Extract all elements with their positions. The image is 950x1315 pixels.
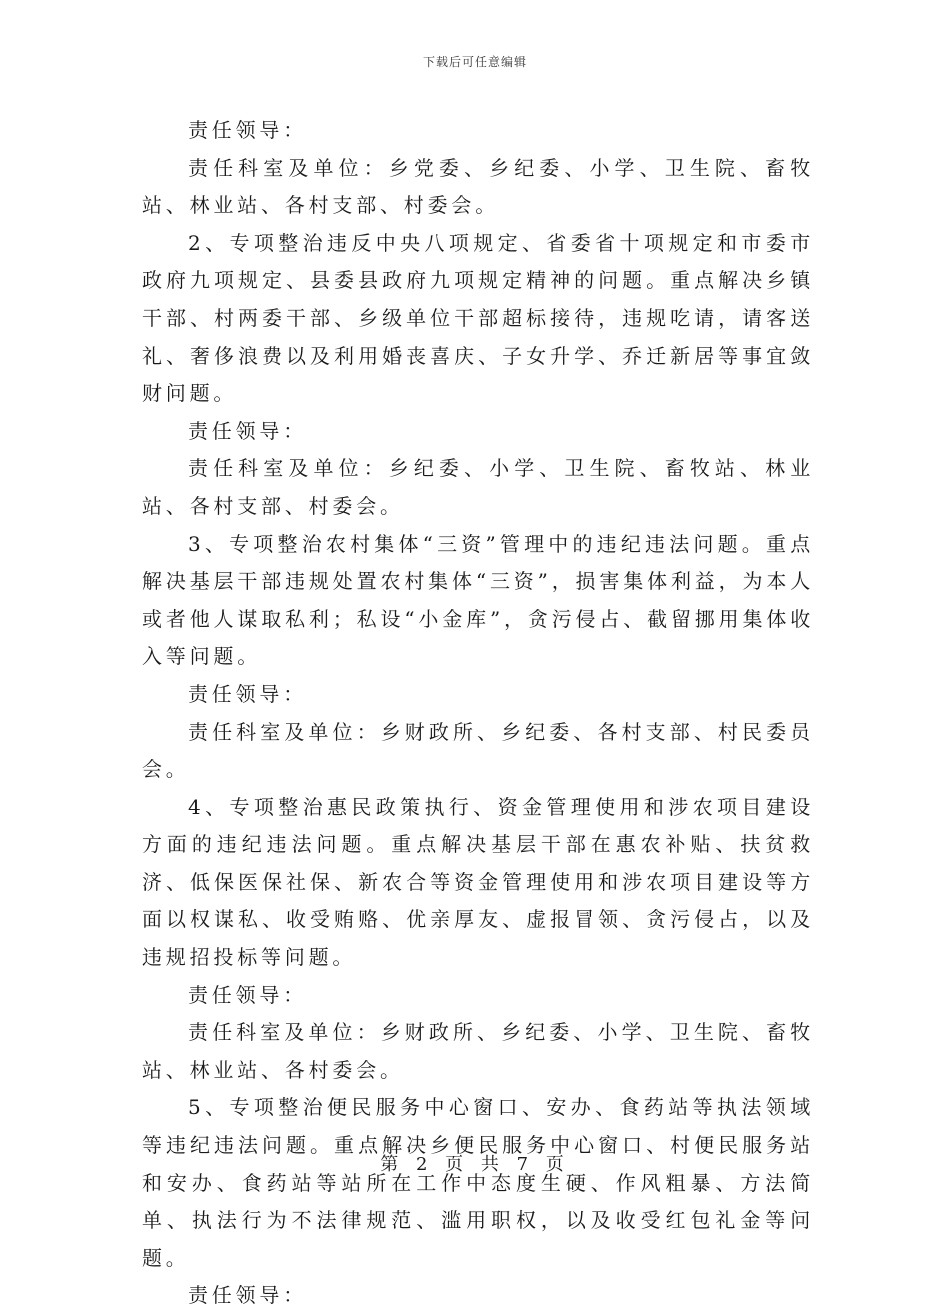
paragraph-responsible-leader: 责任领导： bbox=[188, 681, 307, 706]
paragraph-item-2: 2、专项整治违反中央八项规定、省委省十项规定和市委市政府九项规定、县委县政府九项规定精神的问题。重点解决乡镇干部、村两委干部、乡级单位干部超标接待，违规吃请，请客送礼、奢侈浪费以及利用婚丧喜庆、子女升学、乔迁新居等事宜敛财问题。 bbox=[142, 230, 814, 406]
paragraph-responsible-units: 责任科室及单位：乡党委、乡纪委、小学、卫生院、畜牧站、林业站、各村支部、村委会。 bbox=[142, 155, 814, 218]
paragraph-responsible-leader: 责任领导： bbox=[188, 982, 307, 1007]
page-header: 下载后可任意编辑 bbox=[422, 55, 527, 69]
document-body bbox=[142, 112, 814, 1315]
paragraph-responsible-leader: 责任领导： bbox=[188, 1283, 307, 1308]
paragraph-responsible-leader: 责任领导： bbox=[188, 118, 307, 142]
paragraph-responsible-leader: 责任领导： bbox=[188, 418, 307, 443]
paragraph-responsible-units: 责任科室及单位：乡财政所、乡纪委、小学、卫生院、畜牧站、林业站、各村委会。 bbox=[142, 1020, 814, 1082]
paragraph-responsible-units: 责任科室及单位：乡财政所、乡纪委、各村支部、村民委员会。 bbox=[142, 719, 814, 782]
paragraph-responsible-units: 责任科室及单位：乡纪委、小学、卫生院、畜牧站、林业站、各村支部、村委会。 bbox=[142, 456, 814, 518]
paragraph-item-5: 5、专项整治便民服务中心窗口、安办、食药站等执法领域等违纪违法问题。重点解决乡便民服务中心窗口、村便民服务站和安办、食药站等站所在工作中态度生硬、作风粗暴、方法简单、执法行为不法律规范、滥用职权，以及收受红包礼金等问题。 bbox=[142, 1095, 814, 1270]
paragraph-item-3: 3、专项整治农村集体“三资”管理中的违纪违法问题。重点解决基层干部违规处置农村集体“三资”，损害集体利益，为本人或者他人谋取私利；私设“小金库”，贪污侵占、截留挪用集体收入等问题。 bbox=[142, 531, 814, 669]
paragraph-item-4: 4、专项整治惠民政策执行、资金管理使用和涉农项目建设方面的违纪违法问题。重点解决基层干部在惠农补贴、扶贫救济、低保医保社保、新农合等资金管理使用和涉农项目建设等方面以权谋私、收受贿赂、优亲厚友、虚报冒领、贪污侵占，以及违规招投标等问题。 bbox=[142, 794, 814, 970]
page-number-footer: 第 2 页 共 7 页 bbox=[380, 1154, 570, 1175]
